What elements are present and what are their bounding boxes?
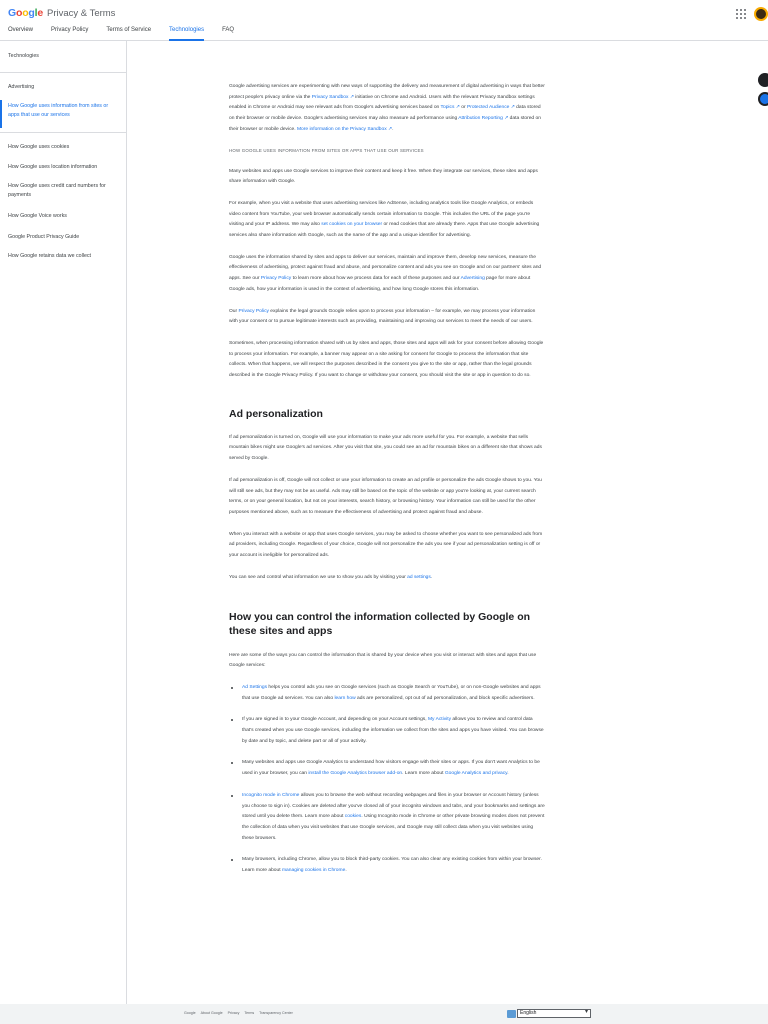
paragraph: Google uses the information shared by sites and apps to deliver our services, maintain and improve them, develop new services, measure the effectiveness of advertising, protect against fraud and abuse, and personalize content and ads you see on Google and on our partners' sites and apps. See our Privacy Policy to learn more about how we process data for each of these purposes and our Advertising page for more about Google ads, how your information is used in the context of advertising, and how long Google stores this information. — [229, 254, 542, 292]
language-select[interactable]: English ▾ — [517, 1009, 591, 1018]
list-item: Ad Settings helps you control ads you see on Google services (such as Google Search or YouTube), or on non-Google websites and apps that use Google ad services. You can also learn how ads are personalized, opt out of ad personalization, and block specific advertisers. — [229, 683, 545, 704]
sidebar-item-cookies[interactable]: How Google uses cookies — [8, 144, 70, 150]
incognito-link[interactable]: Incognito mode in Chrome — [242, 792, 300, 798]
sidebar-item-active[interactable]: How Google uses information from sites or apps that use our services — [8, 103, 109, 118]
sidebar-group-advertising[interactable]: Advertising — [8, 84, 35, 90]
managing-cookies-link[interactable]: managing cookies in Chrome — [281, 868, 346, 874]
logo-letter: o — [15, 7, 23, 19]
paragraph: For example, when you visit a website that uses advertising services like AdSense, including analytics tools like Google Analytics, or embeds video content from YouTube, your web browser automatically sends certain information to Google. This includes the URL of the page you're visiting and your IP address. We may also set cookies on your browser or read cookies that are already there. Apps that use Google advertising services also share information with Google, such as the name of the app and a unique identifier for advertising. — [229, 200, 540, 239]
logo-letter: g — [28, 7, 35, 19]
my-activity-link[interactable]: My Activity — [427, 717, 452, 723]
tab-technologies[interactable]: Technologies — [169, 27, 204, 41]
learn-how-link[interactable]: learn how — [334, 695, 356, 701]
paragraph: Sometimes, when processing information shared with us by sites and apps, those sites and apps will ask for your consent before allowing Google to process your information. For example, a banner may appear on a site asking for consent for Google to process the information that site collects. When that happens, we will respect the purposes described in the consent you give to the site or app, rather than the legal grounds described in the Google Privacy Policy. If you want to change or withdraw your consent, you should visit the site or app in question to do so. — [229, 340, 544, 379]
google-apps-icon[interactable] — [736, 9, 746, 19]
floating-button[interactable] — [758, 92, 768, 106]
sidebar-divider — [0, 72, 126, 73]
floating-button[interactable] — [758, 73, 768, 87]
paragraph: If ad personalization is off, Google will not collect or use your information to create an ad profile or personalize the ads Google shows to you. You will still see ads, but they may not be as useful. Ads may still be based on the topic of the website or app you're looking at, your current search terms, or on your general location, but not on your interests, search history, or browsing history. Your information can still be used for the other purposes mentioned above, such as to measure the effectiveness of advertising and protect against fraud and abuse. — [229, 477, 542, 515]
top-bar — [0, 0, 768, 41]
site-title[interactable]: Privacy & Terms — [46, 8, 116, 19]
sidebar-item-product-guide[interactable]: Google Product Privacy Guide — [8, 234, 80, 240]
controls-list — [229, 683, 545, 877]
active-indicator — [0, 100, 2, 128]
logo-letter: e — [37, 7, 43, 19]
sidebar-item-credit-card[interactable]: How Google uses credit card numbers for payments — [8, 183, 106, 198]
footer — [0, 1004, 768, 1024]
paragraph: Many websites and apps use Google services to improve their content and keep it free. When they integrate our services, these sites and apps share information with Google. — [229, 168, 538, 185]
privacy-sandbox-info-link[interactable]: More information on the Privacy Sandbox ↗ — [296, 126, 393, 132]
footer-links — [184, 1011, 293, 1015]
analytics-privacy-link[interactable]: Google Analytics and privacy — [444, 771, 508, 777]
sidebar-item-location[interactable]: How Google uses location information — [8, 164, 98, 170]
footer-link-about[interactable]: About Google — [200, 1011, 223, 1015]
set-cookies-link[interactable]: set cookies on your browser — [321, 222, 383, 228]
tab-overview[interactable]: Overview — [8, 27, 34, 33]
topics-link[interactable]: Topics ↗ — [440, 105, 460, 111]
sidebar-item-technologies[interactable]: Technologies — [8, 53, 39, 59]
footer-link-google[interactable]: Google — [184, 1011, 196, 1015]
ad-settings-link[interactable]: Ad Settings — [242, 684, 268, 690]
privacy-policy-link[interactable]: Privacy Policy — [260, 276, 292, 282]
brand[interactable] — [8, 7, 115, 19]
protected-audience-link[interactable]: Protected Audience ↗ — [466, 105, 515, 111]
sidebar-item-voice[interactable]: How Google Voice works — [8, 213, 67, 219]
footer-link-privacy[interactable]: Privacy — [227, 1011, 240, 1015]
advertising-link[interactable]: Advertising — [460, 276, 485, 282]
top-nav — [8, 27, 252, 41]
tab-privacy-policy[interactable]: Privacy Policy — [51, 27, 89, 33]
logo-letter: l — [34, 7, 38, 19]
google-logo[interactable] — [8, 7, 43, 19]
logo-letter: o — [22, 7, 29, 19]
analytics-addon-link[interactable]: install the Google Analytics browser add-on — [308, 771, 403, 777]
cookies-link[interactable]: cookies — [344, 814, 362, 820]
paragraph: If ad personalization is turned on, Google will use your information to make your ads more useful for you. For example, a website that sells mountain bikes might use Google's ad services. After you visit that site, you could see an ad for mountain bikes on a different site that shows ads served by Google. — [229, 434, 542, 462]
list-item: Incognito mode in Chrome allows you to browse the web without recording webpages and files in your browser or Account history (unless you choose to sign in). Cookies are deleted after you've closed all of your incognito windows and tabs, and your bookmarks and settings are stored until you delete them. Learn more about cookies. Using Incognito mode in Chrome or other private browsing modes does not prevent the collection of data when you visit websites that use Google services, and Google may still collect data when you visit websites using these browsers. — [229, 791, 545, 845]
sidebar-item-retains-data[interactable]: How Google retains data we collect — [8, 253, 92, 259]
section-label: HOW GOOGLE USES INFORMATION FROM SITES OR APPS THAT USE OUR SERVICES — [229, 147, 424, 153]
privacy-sandbox-link[interactable]: Privacy Sandbox ↗ — [311, 94, 354, 100]
list-item: If you are signed in to your Google Account, and depending on your Account settings, My Activity allows you to review and control data that's created when you use Google services, including the information we collect from the sites and apps you have visited. You can browse by date and by topic, and delete part or all of your activity. — [229, 715, 545, 747]
translate-icon — [507, 1010, 516, 1018]
sidebar — [0, 41, 127, 1004]
paragraph: When you interact with a website or app that uses Google services, you may be asked to choose whether you want to see personalized ads from ad providers, including Google. Regardless of your choice, Google will not personalize the ads you see if your ad personalization setting is off or your account is ineligible for personalized ads. — [229, 531, 543, 559]
privacy-policy-link[interactable]: Privacy Policy — [238, 308, 269, 314]
tab-faq[interactable]: FAQ — [222, 27, 235, 33]
attribution-reporting-link[interactable]: Attribution Reporting ↗ — [458, 116, 509, 122]
paragraph: You can see and control what information we use to show you ads by visiting your ad settings. — [229, 574, 433, 580]
main-content — [229, 82, 545, 888]
paragraph: Our Privacy Policy explains the legal grounds Google relies upon to process your information – for example, we may process your information with your consent or to pursue legitimate interests such as providing, maintaining and improving our services to meet the needs of our users. — [229, 308, 536, 325]
ad-settings-link[interactable]: ad settings — [407, 574, 431, 580]
sidebar-divider — [0, 132, 126, 133]
footer-link-terms[interactable]: Terms — [244, 1011, 255, 1015]
avatar[interactable] — [754, 7, 768, 21]
heading-ad-personalization: Ad personalization — [229, 407, 323, 420]
tab-terms-of-service[interactable]: Terms of Service — [106, 27, 152, 33]
list-item: Many browsers, including Chrome, allow you to block third-party cookies. You can also clear any existing cookies from within your browser. Learn more about managing cookies in Chrome. — [229, 855, 545, 876]
list-item: Many websites and apps use Google Analytics to understand how visitors engage with their sites or apps. If you don't want Analytics to be used in your browser, you can install the Google Analytics browser add-on. Learn more about Google Analytics and privacy. — [229, 758, 545, 779]
logo-letter: G — [8, 7, 16, 19]
intro-paragraph: Google advertising services are experimenting with new ways of supporting the delivery and measurement of digital advertising in ways that better protect people's privacy online via the Privacy Sandbox ↗ initiative on Chrome and Android. Users with the relevant Privacy Sandbox settings enabled in Chrome or Android may see relevant ads from Google's advertising services based on Topics ↗ or Protected Audience ↗ data stored on their browser or mobile device. Google's advertising services may also measure ad performance using Attribution Reporting ↗ data stored on their browser or mobile device. More information on the Privacy Sandbox ↗. — [229, 84, 545, 132]
paragraph: Here are some of the ways you can control the information that is shared by your device when you visit or interact with sites and apps that use Google services: — [229, 652, 537, 669]
footer-link-transparency[interactable]: Transparency Center — [259, 1011, 293, 1015]
heading-control-information: How you can control the information collected by Google on these sites and apps — [229, 610, 531, 637]
